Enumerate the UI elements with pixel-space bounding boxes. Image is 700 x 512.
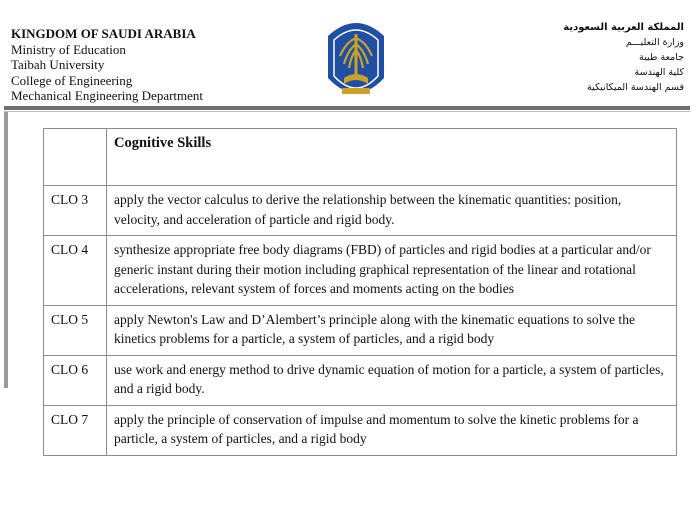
header-kingdom-en: KINGDOM OF SAUDI ARABIA bbox=[11, 26, 196, 41]
header-university-en: Taibah University bbox=[11, 57, 105, 72]
clo-code: CLO 7 bbox=[44, 405, 107, 455]
clo-code: CLO 4 bbox=[44, 236, 107, 306]
header-department-en: Mechanical Engineering Department bbox=[11, 88, 204, 103]
clo-description: use work and energy method to drive dynamic equation of motion for a particle, a system of particles, and a rigid body. bbox=[107, 355, 677, 405]
header-college-en: College of Engineering bbox=[11, 72, 133, 88]
section-heading-cell bbox=[107, 129, 677, 186]
table-row bbox=[44, 305, 677, 355]
clo-table bbox=[43, 128, 677, 456]
logo-banner-shape bbox=[342, 88, 370, 94]
header-university-ar: جامعة طيبة bbox=[639, 52, 684, 63]
table-header-row bbox=[44, 129, 677, 186]
header-arabic-block bbox=[563, 20, 684, 95]
clo-description: synthesize appropriate free body diagrams (FBD) of particles and rigid bodies at a particular and/or generic instant during their motion including graphical representation of the linear and rotational accelerations, relevant system of forces and moments acting on the bodies bbox=[107, 236, 677, 306]
table-row bbox=[44, 236, 677, 306]
header-kingdom-ar: المملكة العربية السعودية bbox=[563, 22, 684, 33]
header-divider bbox=[4, 106, 690, 110]
university-logo-icon bbox=[322, 16, 390, 108]
clo-description: apply Newton's Law and D’Alembert’s principle along with the kinematic equations to solve the kinetics problems for a particle, a system of particles, and a rigid body bbox=[107, 305, 677, 355]
table-row bbox=[44, 355, 677, 405]
section-heading: Cognitive Skills bbox=[114, 135, 212, 151]
header-department-ar: قسم الهندسة الميكانيكية bbox=[587, 82, 684, 93]
header-code-cell bbox=[44, 129, 107, 186]
header-divider-thin bbox=[4, 111, 690, 112]
left-margin-bar bbox=[4, 112, 8, 388]
clo-description: apply the principle of conservation of impulse and momentum to solve the kinetic problems for a particle, a system of particles, and a rigid body bbox=[107, 405, 677, 455]
header-college-ar: كلية الهندسة bbox=[634, 67, 684, 78]
table-row bbox=[44, 405, 677, 455]
clo-code: CLO 6 bbox=[44, 355, 107, 405]
header-ministry-en: Ministry of Education bbox=[11, 41, 126, 57]
clo-code: CLO 3 bbox=[44, 186, 107, 236]
clo-description: apply the vector calculus to derive the relationship between the kinematic quantities: position, velocity, and acceleration of particle and rigid body. bbox=[107, 186, 677, 236]
header-english-block bbox=[11, 26, 203, 104]
clo-code: CLO 5 bbox=[44, 305, 107, 355]
table-row bbox=[44, 186, 677, 236]
header-ministry-ar: وزارة التعليـــم bbox=[625, 37, 684, 48]
